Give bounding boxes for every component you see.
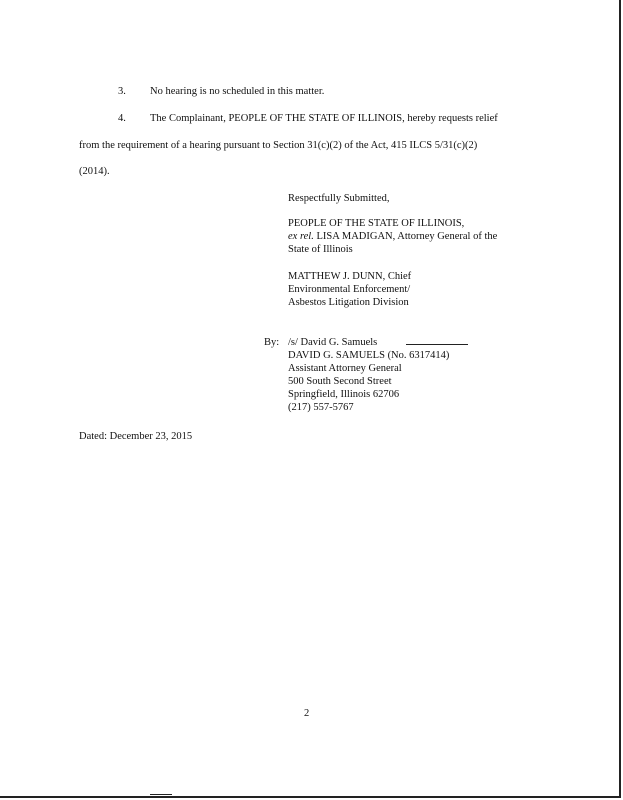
signer-name: DAVID G. SAMUELS (No. 6317414) [288,350,450,361]
signer-phone: (217) 557-5767 [288,402,354,413]
page-number: 2 [304,708,310,719]
chief-name: MATTHEW J. DUNN, Chief [288,271,412,282]
chief-division-1: Environmental Enforcement/ [288,284,411,295]
signature-line [406,344,468,345]
paragraph-4-line-2: from the requirement of a hearing pursuant to Section 31(c)(2) of the Act, 415 ILCS 5/31(c)(2) [79,140,478,151]
paragraph-3-number: 3. [118,86,126,97]
signer-street: 500 South Second Street [288,376,392,387]
ex-rel-label: ex rel. [288,231,314,242]
attorney-general-text: LISA MADIGAN, Attorney General of the [313,231,498,242]
respectfully-submitted: Respectfully Submitted, [288,193,390,204]
by-label: By: [264,337,280,348]
scan-mark [150,794,172,795]
paragraph-4-line-3: (2014). [79,166,110,177]
chief-division-2: Asbestos Litigation Division [288,297,409,308]
signer-title: Assistant Attorney General [288,363,402,374]
party-name: PEOPLE OF THE STATE OF ILLINOIS, [288,218,465,229]
paragraph-3-text: No hearing is no scheduled in this matter. [150,86,325,97]
paragraph-4-line-1: The Complainant, PEOPLE OF THE STATE OF ILLINOIS, hereby requests relief [150,113,498,124]
paragraph-4-number: 4. [118,113,126,124]
ex-rel-line [288,230,497,243]
electronic-signature: /s/ David G. Samuels [288,337,378,348]
dated-line: Dated: December 23, 2015 [79,431,193,442]
state-of-illinois: State of Illinois [288,244,353,255]
signer-city: Springfield, Illinois 62706 [288,389,400,400]
